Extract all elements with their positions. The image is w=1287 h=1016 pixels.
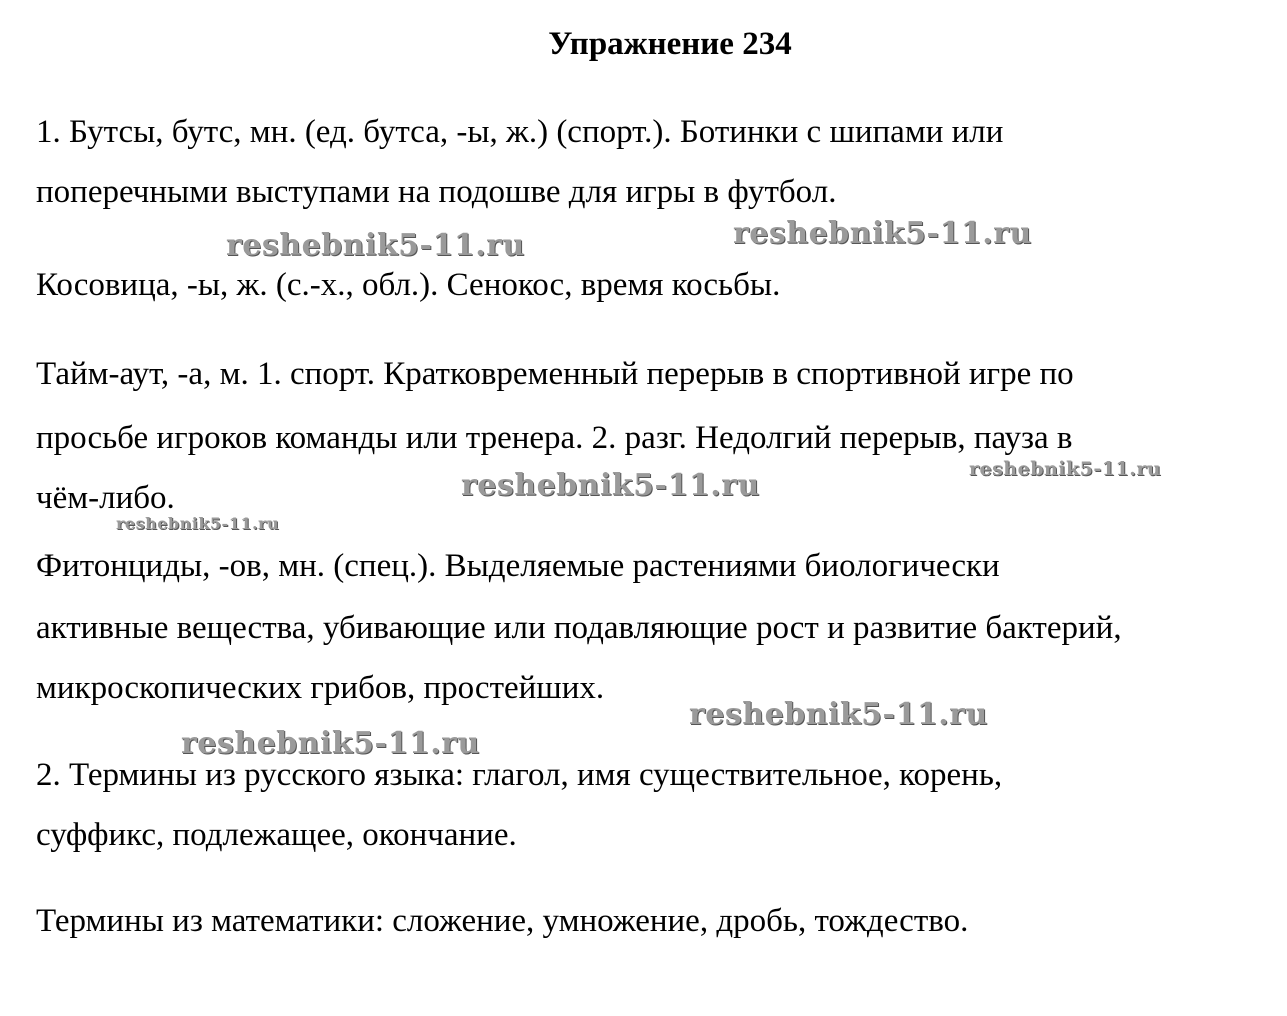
text-line-12: Термины из математики: сложение, умножение, дробь, тождество. (36, 903, 969, 939)
watermark: reshebnik5-11.ru (733, 216, 1032, 251)
text-line-5: просьбе игроков команды или тренера. 2. разг. Недолгий перерыв, пауза в (36, 420, 1073, 456)
text-line-7: Фитонциды, -ов, мн. (спец.). Выделяемые растениями биологически (36, 548, 1000, 584)
watermark: reshebnik5-11.ru (181, 726, 480, 761)
text-line-9: микроскопических грибов, простейших. (36, 670, 605, 706)
text-line-6: чём-либо. (36, 480, 175, 516)
text-line-4: Тайм-аут, -а, м. 1. спорт. Кратковременный перерыв в спортивной игре по (36, 356, 1074, 392)
watermark: reshebnik5-11.ru (689, 697, 988, 732)
text-line-11: суффикс, подлежащее, окончание. (36, 817, 517, 853)
watermark: reshebnik5-11.ru (461, 468, 760, 503)
text-line-8: активные вещества, убивающие или подавляющие рост и развитие бактерий, (36, 610, 1122, 646)
text-line-2: поперечными выступами на подошве для игры в футбол. (36, 174, 837, 210)
watermark: reshebnik5-11.ru (969, 458, 1162, 480)
text-line-10: 2. Термины из русского языка: глагол, имя существительное, корень, (36, 757, 1003, 793)
page-title: Упражнение 234 (548, 26, 792, 62)
watermark: reshebnik5-11.ru (116, 514, 280, 533)
text-line-1: 1. Бутсы, бутс, мн. (ед. бутса, -ы, ж.) (спорт.). Ботинки с шипами или (36, 114, 1004, 150)
text-line-3: Косовица, -ы, ж. (с.-х., обл.). Сенокос, время косьбы. (36, 267, 781, 303)
watermark: reshebnik5-11.ru (226, 228, 525, 263)
